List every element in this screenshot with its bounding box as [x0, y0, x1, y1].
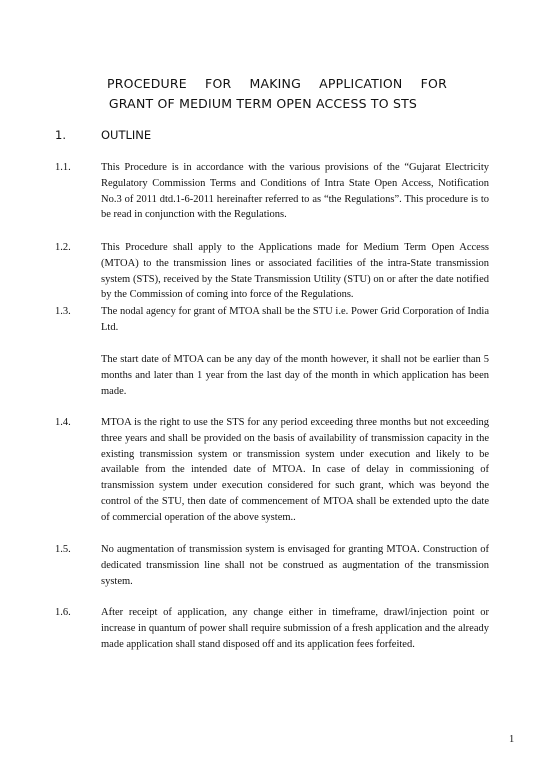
page-number: 1 — [509, 734, 515, 745]
paragraph-number: 1.4. — [55, 417, 71, 428]
paragraph-text: After receipt of application, any change either in timeframe, drawl/injection point or increase in quantum of power shall require submission of a fresh application and the already made application shall stand disposed off and its application fees forfeited. — [101, 607, 489, 650]
document-title-line-2: GRANT OF MEDIUM TERM OPEN ACCESS TO STS — [108, 96, 418, 111]
paragraph-text: The nodal agency for grant of MTOA shall be the STU i.e. Power Grid Corporation of India Ltd. — [101, 306, 489, 333]
paragraph-number: 1.6. — [55, 607, 71, 618]
paragraph-text: This Procedure shall apply to the Applications made for Medium Term Open Access (MTOA) to the transmission lines or associated facilities of the intra-State transmission system (STS), received by the State Transmission Utility (STU) on or after the date notified by the Commission of coming into force of the Regulations. — [101, 242, 489, 301]
document-title-line-1: PROCEDURE FOR MAKING APPLICATION FOR — [107, 76, 447, 91]
paragraph-text: The start date of MTOA can be any day of the month however, it shall not be earlier than 5 months and later than 1 year from the last day of the month in which application has been made. — [101, 354, 489, 397]
section-number: 1. — [55, 128, 66, 142]
paragraph-number: 1.2. — [55, 242, 71, 253]
paragraph-text: This Procedure is in accordance with the various provisions of the “Gujarat Electricity Regulatory Commission Terms and Conditions of Intra State Open Access, Notification No.3 of 2011 dtd.1-6-2011 hereinafter referred to as “the Regulations”. This procedure is to be read in conjunction with the Regulations. — [101, 162, 489, 221]
paragraph-number: 1.5. — [55, 544, 71, 555]
paragraph-number: 1.1. — [55, 162, 71, 173]
paragraph-text: MTOA is the right to use the STS for any period exceeding three months but not exceeding three years and shall be provided on the basis of availability of transmission capacity in the existing transmission system or transmission system under execution and likely to be available from the intended date of MTOA. In case of delay in commissioning of transmission system under execution considered for such grant, which was beyond the control of the STU, then date of commencement of MTOA shall be extended upto the date of commercial operation of the above system.. — [101, 417, 489, 523]
paragraph-number: 1.3. — [55, 306, 71, 317]
paragraph-text: No augmentation of transmission system is envisaged for granting MTOA. Construction of dedicated transmission line shall not be construed as augmentation of the transmission system. — [101, 544, 489, 587]
section-title: OUTLINE — [101, 128, 152, 142]
